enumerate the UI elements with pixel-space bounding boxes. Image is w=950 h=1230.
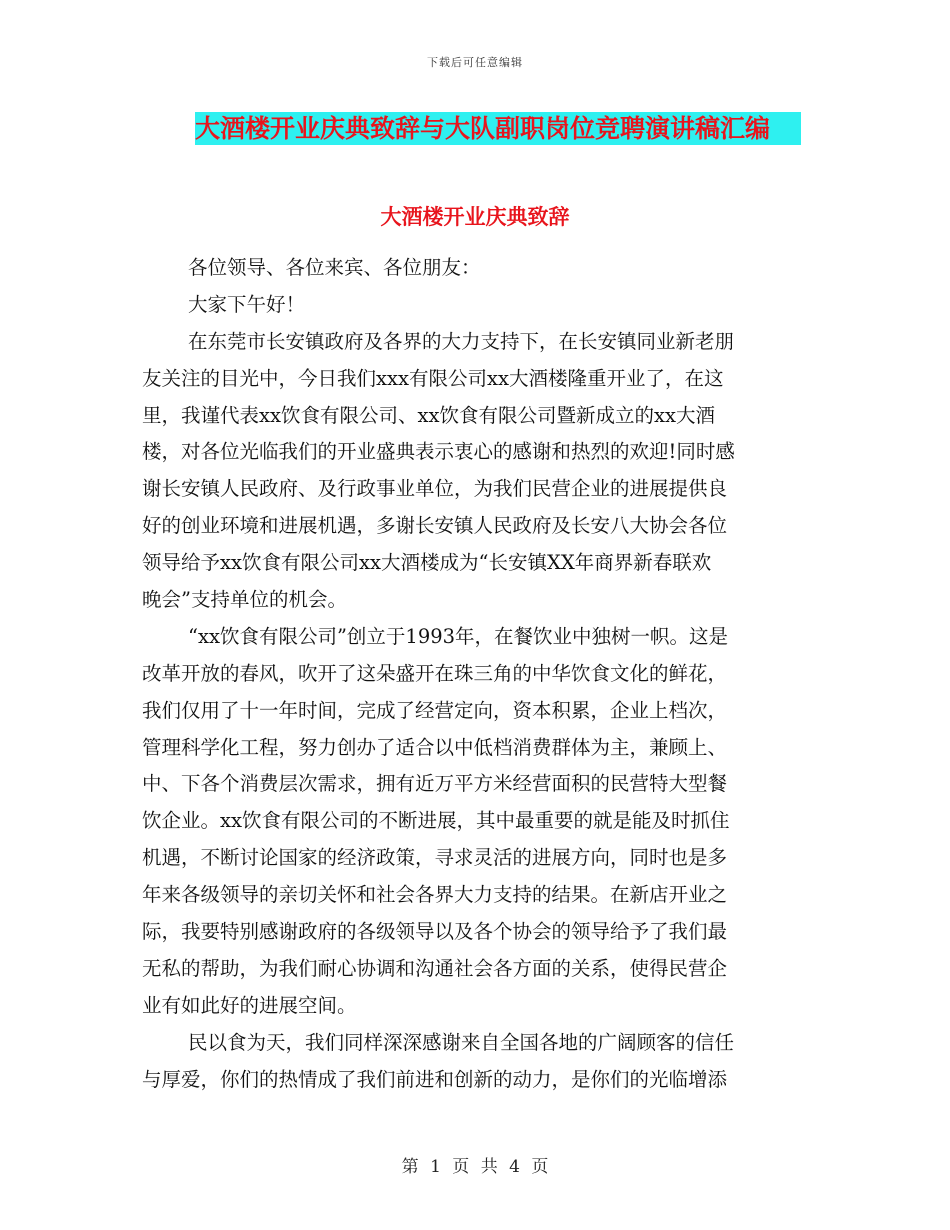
document-title-container — [195, 112, 801, 145]
paragraph-line: 领导给予xx饮食有限公司xx大酒楼成为“长安镇XX年商界新春联欢 — [142, 551, 712, 575]
greeting-line: 大家下午好！ — [188, 292, 306, 316]
section-title: 大酒楼开业庆典致辞 — [380, 205, 570, 229]
paragraph-line: 里，我谨代表xx饮食有限公司、xx饮食有限公司暨新成立的xx大酒 — [142, 403, 715, 427]
paragraph-line: 业有如此好的进展空间。 — [142, 993, 357, 1017]
paragraph-line: 中、下各个消费层次需求，拥有近万平方米经营面积的民营特大型餐 — [142, 772, 728, 796]
document-title: 大酒楼开业庆典致辞与大队副职岗位竞聘演讲稿汇编 — [195, 112, 801, 145]
paragraph-line: 管理科学化工程，努力创办了适合以中低档消费群体为主，兼顾上、 — [142, 735, 728, 759]
paragraph-line: 友关注的目光中，今日我们xxx有限公司xx大酒楼隆重开业了，在这 — [142, 366, 724, 390]
paragraph-line: 年来各级领导的亲切关怀和社会各界大力支持的结果。在新店开业之 — [142, 883, 728, 907]
paragraph-line: 谢长安镇人民政府、及行政事业单位，为我们民营企业的进展提供良 — [142, 477, 728, 501]
paragraph-line: 晚会”支持单位的机会。 — [142, 588, 347, 612]
document-body — [142, 250, 808, 1098]
paragraph-line: 楼，对各位光临我们的开业盛典表示衷心的感谢和热烈的欢迎!同时感 — [142, 440, 735, 464]
paragraph-line: 在东莞市长安镇政府及各界的大力支持下，在长安镇同业新老朋 — [188, 329, 735, 353]
paragraph-line: 无私的帮助，为我们耐心协调和沟通社会各方面的关系，使得民营企 — [142, 956, 728, 980]
page-header-note: 下载后可任意编辑 — [427, 56, 523, 69]
paragraph-line: 机遇，不断讨论国家的经济政策，寻求灵活的进展方向，同时也是多 — [142, 846, 728, 870]
paragraph-line: 饮企业。xx饮食有限公司的不断进展，其中最重要的就是能及时抓住 — [142, 809, 730, 833]
paragraph-line: 好的创业环境和进展机遇，多谢长安镇人民政府及长安八大协会各位 — [142, 514, 728, 538]
paragraph-line: “xx饮食有限公司”创立于1993年，在餐饮业中独树一帜。这是 — [188, 624, 729, 648]
paragraph-line: 与厚爱，你们的热情成了我们前进和创新的动力，是你们的光临增添 — [142, 1067, 728, 1091]
paragraph-line: 我们仅用了十一年时间，完成了经营定向，资本积累，企业上档次， — [142, 698, 728, 722]
paragraph-line: 际，我要特别感谢政府的各级领导以及各个协会的领导给予了我们最 — [142, 920, 728, 944]
page-number-footer: 第 1 页 共 4 页 — [401, 1157, 549, 1177]
salutation-line: 各位领导、各位来宾、各位朋友： — [188, 256, 481, 279]
paragraph-line: 改革开放的春风，吹开了这朵盛开在珠三角的中华饮食文化的鲜花， — [142, 661, 728, 685]
paragraph-line: 民以食为天，我们同样深深感谢来自全国各地的广阔顾客的信任 — [188, 1030, 735, 1054]
